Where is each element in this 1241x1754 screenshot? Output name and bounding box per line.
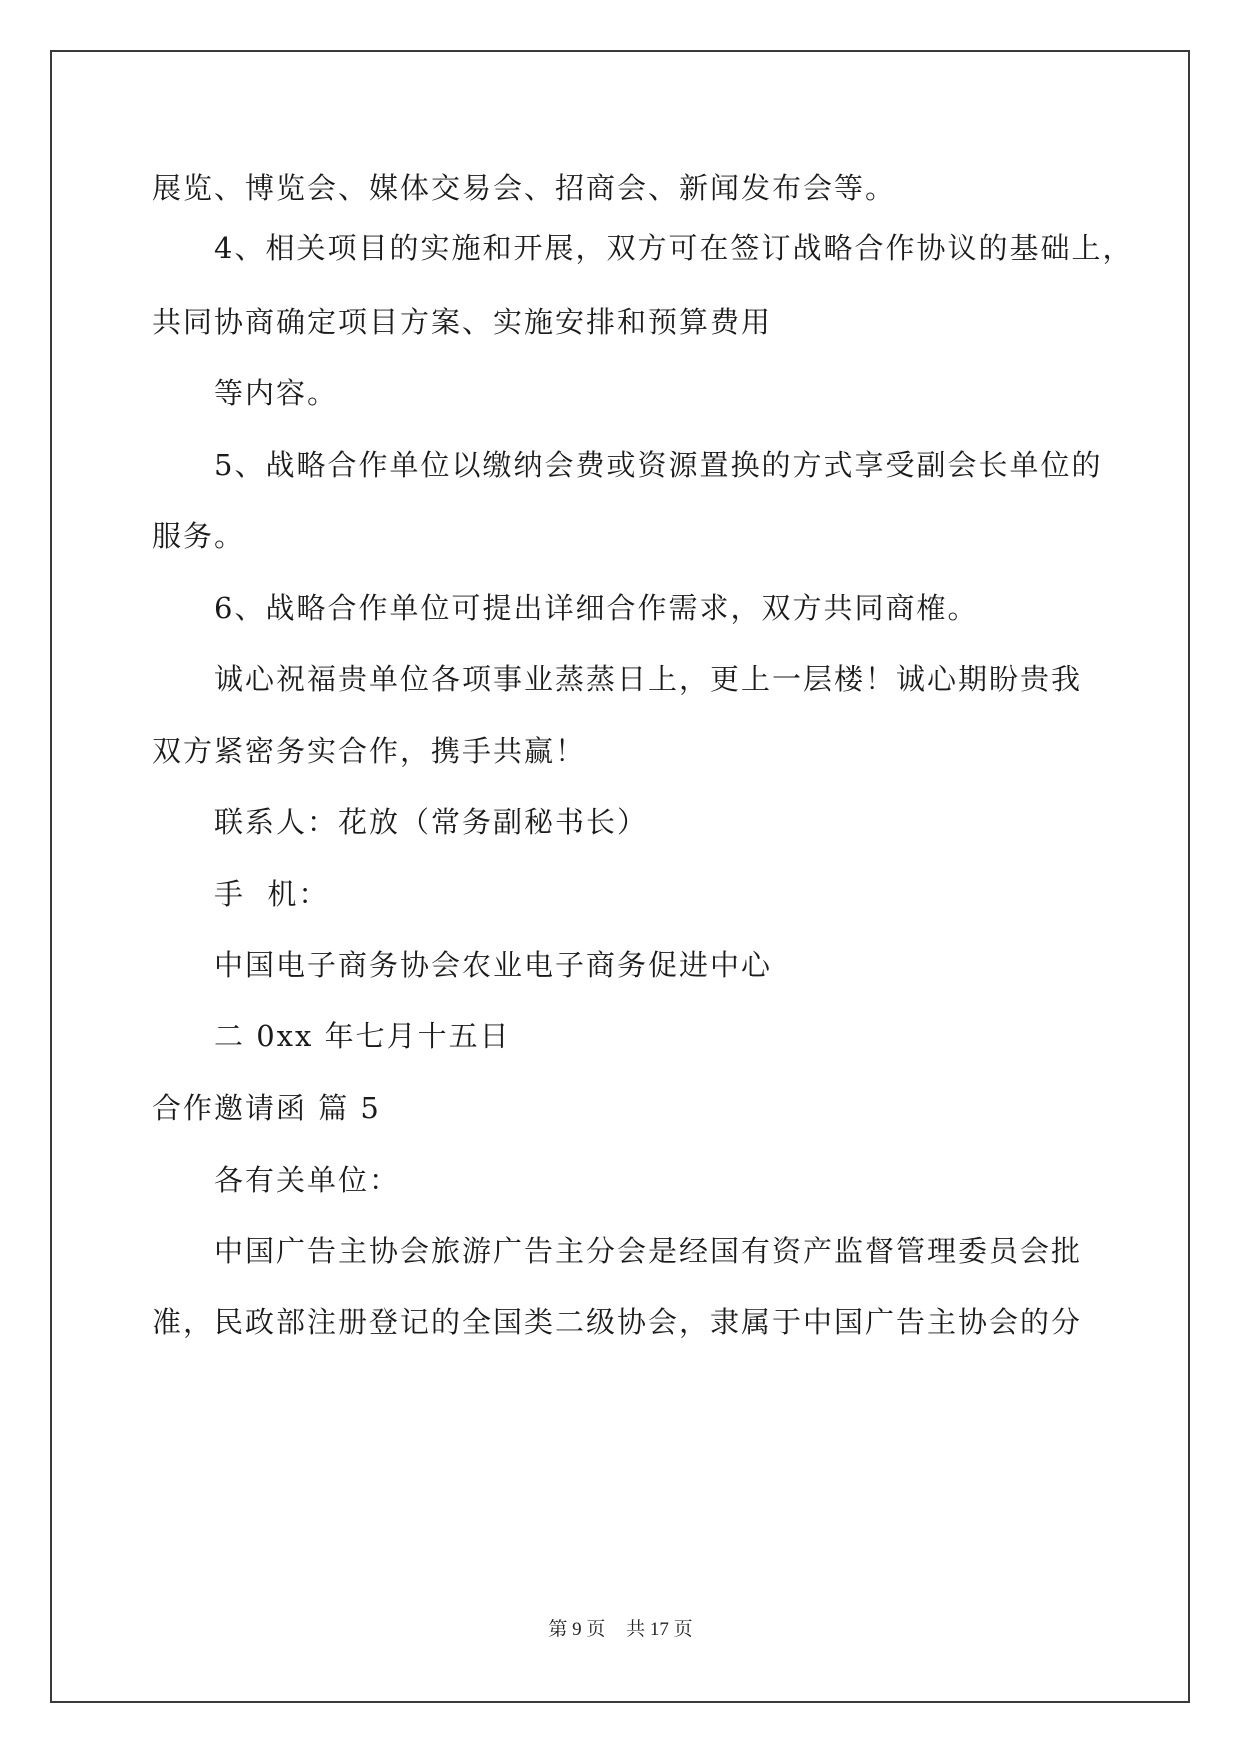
paragraph-line: 联系人：花放（常务副秘书长） xyxy=(214,805,649,839)
section-heading: 合作邀请函 篇 5 xyxy=(152,1091,381,1125)
paragraph-line: 手 机： xyxy=(214,877,330,911)
paragraph-line: 中国电子商务协会农业电子商务促进中心 xyxy=(214,948,773,982)
paragraph-line: 中国广告主协会旅游广告主分会是经国有资产监督管理委员会批 xyxy=(214,1234,1083,1268)
page-footer xyxy=(0,1614,1241,1641)
paragraph-line: 双方紧密务实合作，携手共赢！ xyxy=(152,734,587,768)
page-number-current: 第 9 页 xyxy=(548,1619,606,1640)
paragraph-line: 等内容。 xyxy=(214,376,339,410)
paragraph-line: 4、相关项目的实施和开展，双方可在签订战略合作协议的基础上， xyxy=(214,231,1134,265)
paragraph-line: 服务。 xyxy=(152,519,246,553)
paragraph-line: 共同协商确定项目方案、实施安排和预算费用 xyxy=(152,305,773,339)
paragraph-line: 5、战略合作单位以缴纳会费或资源置换的方式享受副会长单位的 xyxy=(214,448,1103,482)
page-number-total: 共 17 页 xyxy=(626,1619,693,1640)
paragraph-line: 准，民政部注册登记的全国类二级协会，隶属于中国广告主协会的分 xyxy=(152,1305,1083,1339)
paragraph-line: 各有关单位： xyxy=(214,1163,401,1197)
paragraph-line: 诚心祝福贵单位各项事业蒸蒸日上，更上一层楼！诚心期盼贵我 xyxy=(214,662,1083,696)
paragraph-line: 二 0xx 年七月十五日 xyxy=(214,1019,511,1053)
paragraph-line: 6、战略合作单位可提出详细合作需求，双方共同商榷。 xyxy=(214,591,979,625)
paragraph-line: 展览、博览会、媒体交易会、招商会、新闻发布会等。 xyxy=(152,171,897,205)
